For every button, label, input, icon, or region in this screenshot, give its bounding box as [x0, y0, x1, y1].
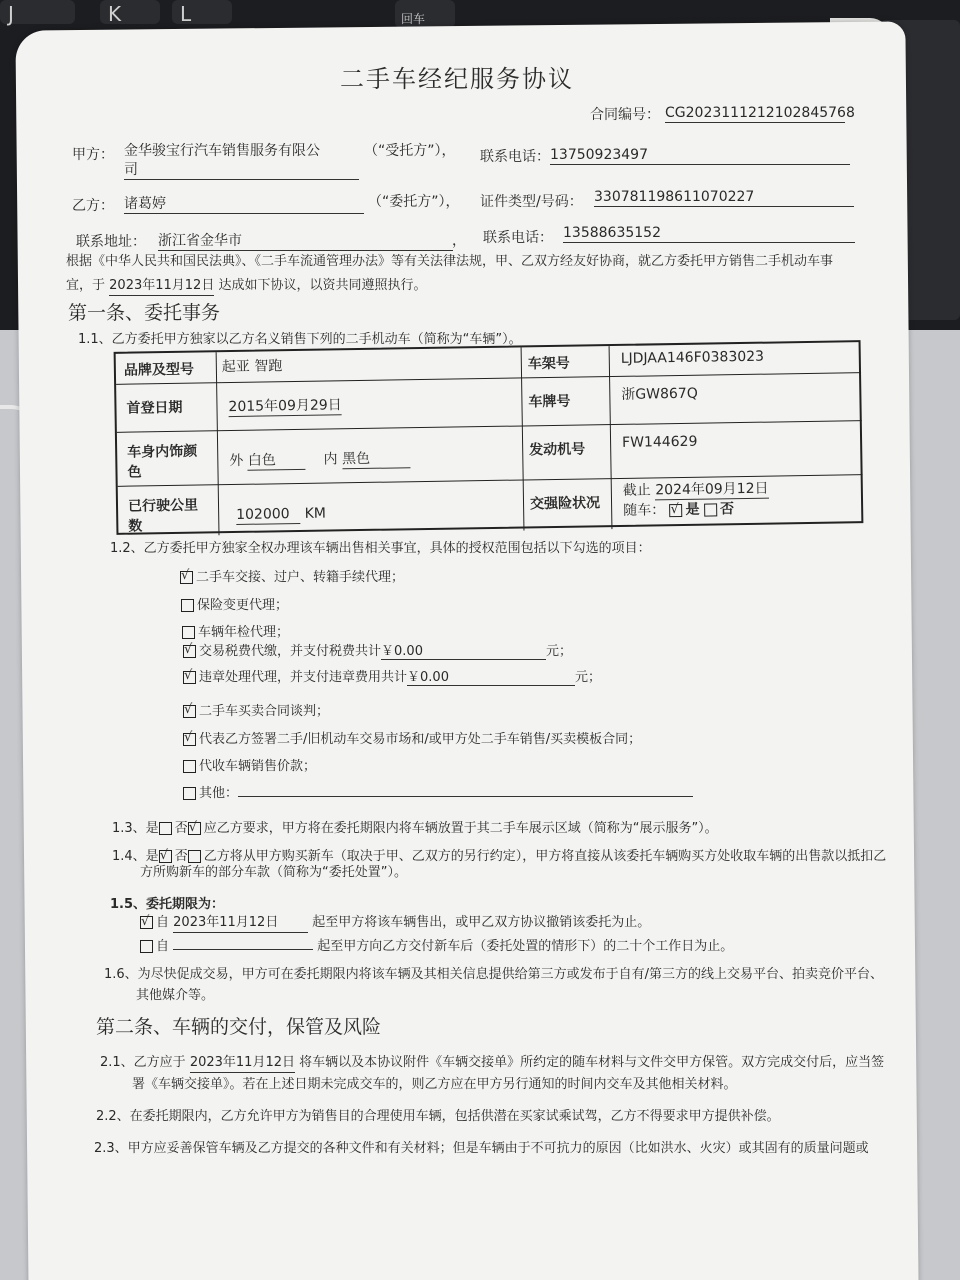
option-negotiation: [183, 700, 329, 719]
party-a-phone-label: 联系电话：: [480, 149, 550, 165]
option-checkbox: [183, 671, 196, 684]
color-label-cont: 色: [127, 464, 142, 481]
option-label: 保险变更代理；: [197, 598, 289, 613]
clause-1-4-no-checkbox: [188, 850, 201, 863]
clause-1-3-no-checkbox: [188, 822, 201, 835]
option-collect-payment: [183, 755, 316, 774]
article-2-title: 第二条、车辆的交付，保管及风险: [96, 1016, 382, 1038]
option-suffix: 元；: [546, 644, 573, 659]
clause-1-6-cont: 其他媒介等。: [136, 988, 215, 1003]
exterior-color: 白色: [248, 451, 306, 471]
engine-value: FW144629: [621, 433, 698, 451]
option-label: 代收车辆销售价款；: [199, 759, 317, 774]
clause-2-1: [100, 1054, 884, 1073]
contract-number: CG2023111212102845768: [665, 105, 855, 121]
clause-1-1: 1.1、乙方委托甲方独家以乙方名义销售下列的二手机动车（简称为“车辆”）。: [78, 332, 522, 347]
clause-1-3-prefix: 1.3、是: [112, 821, 159, 836]
preamble-line-1: 根据《中华人民共和国民法典》、《二手车流通管理办法》等有关法律法规，甲、乙双方经友好协商，就乙方委托甲方销售二手机动车事: [66, 254, 834, 269]
option-label: 代表乙方签署二手/旧机动车交易市场和/或甲方处二手车销售/买卖模板合同；: [199, 732, 642, 747]
option-label: 交易税费代缴，并支付税费共计: [199, 644, 382, 659]
clause-2-2: 2.2、在委托期限内，乙方允许甲方为销售目的合理使用车辆，包括供潜在买家试乘试驾，乙方不得要求甲方提供补偿。: [96, 1109, 780, 1124]
option-tax: [183, 640, 572, 660]
party-b-role: （“委托方”），: [368, 194, 460, 210]
clause-1-3-no-label: 否: [174, 821, 188, 836]
clause-2-3: 2.3、甲方应妥善保管车辆及乙方提交的各种文件和有关材料；但是车辆由于不可抗力的原因（比如洪水、火灾）或其固有的质量问题或: [94, 1141, 869, 1156]
mileage: [236, 505, 326, 525]
plate-value: 浙GW867Q: [621, 385, 698, 403]
preamble-prefix: 宜，于: [66, 278, 106, 293]
party-b-id-label: 证件类型/号码：: [480, 194, 583, 210]
option-checkbox: [183, 787, 196, 800]
insurance-until-date: 2024年09月12日: [655, 480, 769, 499]
clause-1-4-text: 乙方将从甲方购买新车（取决于甲、乙双方的另行约定），甲方将直接从该委托车辆购买方处收取车辆的出售款以抵扣乙: [203, 849, 887, 864]
party-b-phone-label: 联系电话：: [483, 230, 553, 246]
option-sign-contract: [183, 728, 641, 747]
party-b-name: 诸葛婷: [124, 195, 364, 214]
option-other: [183, 782, 693, 801]
address-comma: ，: [452, 233, 466, 249]
clause-1-4-yes-checkbox: [159, 850, 172, 863]
clause-1-3: [112, 820, 718, 838]
option-insurance: [181, 594, 288, 613]
option-checkbox: [180, 571, 193, 584]
reg-date-label: 首登日期: [126, 399, 183, 417]
tax-amount: ￥0.00: [381, 640, 546, 660]
clause-1-4-no-label: 否: [174, 849, 188, 864]
party-a-role: （“受托方”），: [364, 143, 456, 159]
plate-label: 车牌号: [528, 393, 571, 411]
term-option-b-prefix: 自: [156, 939, 170, 954]
clause-1-3-text: 应乙方要求，甲方将在委托期限内将车辆放置于其二手车展示区域（简称为“展示服务”）。: [203, 821, 718, 836]
option-label: 二手车交接、过户、转籍手续代理；: [196, 570, 405, 585]
option-label: 二手车买卖合同谈判；: [199, 704, 330, 719]
insurance-until-prefix: 截止: [622, 482, 651, 499]
clause-1-4-prefix: 1.4、是: [112, 849, 159, 864]
insurance-yes-checkbox: [670, 503, 683, 516]
mileage-label: 已行驶公里: [127, 497, 199, 515]
term-option-a-checkbox: [140, 916, 153, 929]
clause-1-5-label: 1.5、委托期限为：: [110, 897, 225, 912]
insurance-no-label: 否: [719, 501, 735, 518]
clause-2-1-prefix: 2.1、乙方应于: [100, 1055, 186, 1070]
party-a-name: 金华骏宝行汽车销售服务有限公: [124, 143, 320, 159]
mileage-unit: KM: [304, 505, 327, 522]
vehicle-table: [114, 340, 864, 535]
exterior-prefix: 外: [229, 452, 244, 470]
option-violation: [183, 666, 601, 686]
term-option-b-text: 起至甲方向乙方交付新车后（委托处置的情形下）的二十个工作日为止。: [317, 939, 734, 954]
option-checkbox: [181, 599, 194, 612]
preamble-line-2: [66, 277, 426, 296]
keyboard-key: J: [0, 0, 75, 24]
party-a-name-cont: 司: [124, 161, 359, 180]
reg-date-value: 2015年09月29日: [228, 397, 342, 416]
contract-number-label: 合同编号：: [590, 107, 660, 123]
option-suffix: 元；: [575, 670, 602, 685]
option-checkbox: [183, 760, 196, 773]
option-checkbox: [182, 626, 195, 639]
clause-1-3-yes-checkbox: [159, 822, 172, 835]
keyboard-key: K: [100, 0, 160, 24]
mileage-value: 102000: [236, 505, 300, 525]
keyboard-key: 回车: [395, 0, 455, 28]
document-title: 二手车经纪服务协议: [340, 65, 574, 93]
party-a-label: 甲方：: [72, 147, 114, 163]
brand-label: 品牌及型号: [123, 361, 195, 379]
term-option-a-text: 起至甲方将该车辆售出，或甲乙双方协议撤销该委托为止。: [312, 915, 651, 930]
article-1-title: 第一条、委托事务: [68, 302, 221, 324]
mileage-label-cont: 数: [128, 518, 143, 535]
option-checkbox: [183, 733, 196, 746]
other-blank: [238, 783, 693, 797]
party-b-address: 浙江省金华市: [158, 232, 453, 251]
insurance-until: [623, 480, 769, 501]
engine-label: 发动机号: [529, 441, 586, 459]
clause-1-2: 1.2、乙方委托甲方独家全权办理该车辆出售相关事宜，具体的授权范围包括以下勾选的项目：: [110, 541, 651, 556]
term-option-a-prefix: 自: [156, 915, 170, 930]
clause-1-4-cont: 方所购新车的部分车款（简称为“委托处置”）。: [140, 865, 407, 880]
insurance-yes-label: 是: [685, 501, 700, 518]
term-option-b-checkbox: [140, 940, 153, 953]
clause-1-5-option-b: [140, 936, 733, 956]
clause-1-5-option-a: [140, 914, 650, 933]
option-label: 违章处理代理，并支付违章费用共计: [199, 670, 408, 685]
clause-2-1-text: 将车辆以及本协议附件《车辆交接单》所约定的随车材料与文件交甲方保管。双方完成交付后，应当签: [299, 1055, 885, 1070]
option-label: 车辆年检代理；: [198, 625, 290, 640]
vin-label: 车架号: [527, 355, 570, 373]
color-label: 车身内饰颜: [127, 443, 198, 461]
color-values: [229, 449, 410, 471]
preamble-suffix: 达成如下协议，以资共同遵照执行。: [218, 278, 427, 293]
party-b-phone: 13588635152: [563, 224, 855, 243]
clause-2-1-cont: 署《车辆交接单》。若在上述日期未完成交车的，则乙方应在甲方另行通知的时间内交车及其他相关材料。: [132, 1077, 737, 1092]
insurance-no-checkbox: [704, 503, 717, 516]
delivery-date: 2023年11月12日: [190, 1054, 295, 1073]
preamble-date: 2023年11月12日: [109, 277, 214, 296]
option-checkbox: [183, 645, 196, 658]
keyboard-key: L: [172, 0, 232, 24]
vin-value: LJDJAA146F0383023: [620, 348, 765, 367]
option-checkbox: [183, 705, 196, 718]
term-blank-date: [173, 936, 313, 950]
party-b-label: 乙方：: [72, 198, 114, 214]
option-label: 其他：: [199, 786, 239, 801]
party-a-phone: 13750923497: [550, 146, 850, 165]
party-b-id: 330781198611070227: [594, 188, 854, 207]
insurance-with-prefix: 随车：: [623, 502, 666, 519]
clause-1-6: 1.6、为尽快促成交易，甲方可在委托期限内将该车辆及其相关信息提供给第三方或发布于自有/第三方的线上交易平台、拍卖竞价平台、: [104, 967, 884, 982]
interior-color: 黑色: [342, 449, 410, 469]
insurance-label: 交强险状况: [529, 495, 601, 513]
insurance-with-car: [623, 500, 734, 520]
term-start-date: 2023年11月12日: [173, 914, 308, 933]
brand-value: 起亚 智跑: [221, 358, 283, 376]
option-transfer: [180, 566, 404, 585]
interior-prefix: 内: [323, 451, 338, 468]
option-inspection: [182, 621, 289, 640]
address-label: 联系地址：: [76, 234, 146, 250]
violation-amount: ￥0.00: [407, 666, 575, 686]
